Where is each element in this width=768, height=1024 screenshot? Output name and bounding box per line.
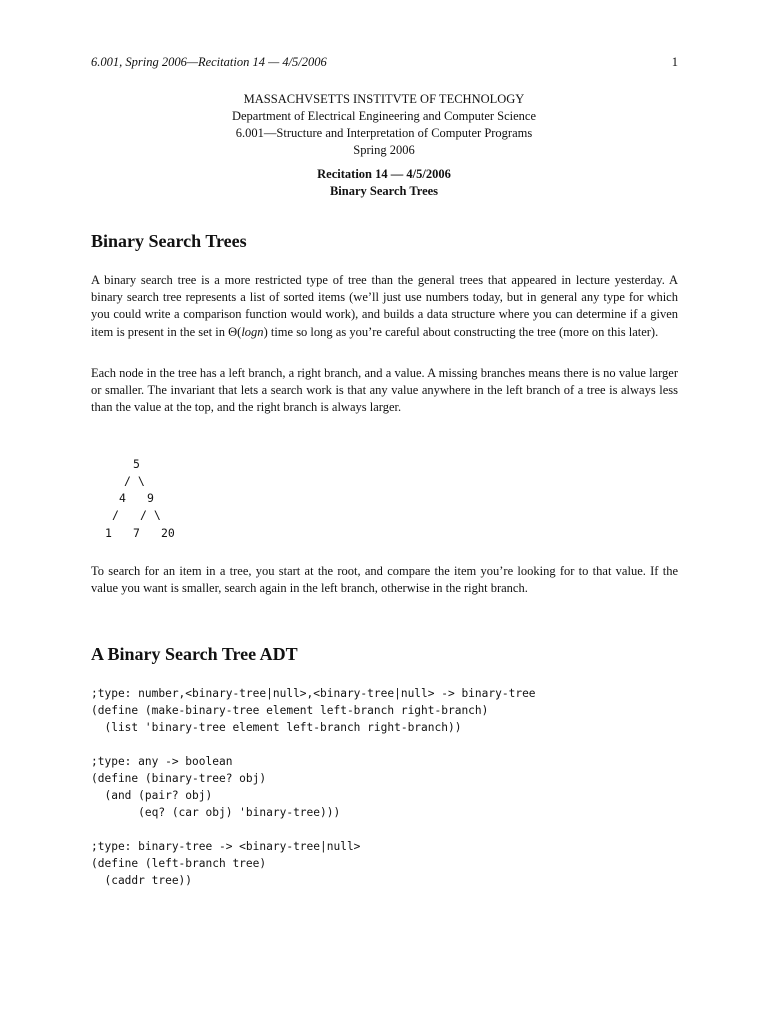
tree-leaf-1: 1 [105, 526, 112, 540]
code-binary-tree-predicate: ;type: any -> boolean (define (binary-tree? obj) (and (pair? obj) (eq? (car obj) 'binary-tree))) [91, 755, 341, 819]
tree-node-left: 4 [119, 491, 126, 505]
topic-title: Binary Search Trees [329, 184, 439, 198]
code-left-branch: ;type: binary-tree -> <binary-tree|null> (define (left-branch tree) (caddr tree)) [91, 840, 361, 887]
paragraph-intro: A binary search tree is a more restricted type of tree than the general trees that appeared in lecture yesterday. A binary search tree represents a list of sorted items (we’ll just use numbers today, but in general any type for which you could write a comparison function would work), and builds a data structure where you can determine if a given item is present in the set in Θ(logn) time so long as you’re careful about constructing the tree (more on this later). [91, 273, 678, 339]
recitation-title: Recitation 14 — 4/5/2006 [317, 167, 451, 181]
logn-math: logn [241, 324, 264, 339]
term: Spring 2006 [353, 143, 415, 157]
section-heading-binary-search-trees: Binary Search Trees [91, 231, 247, 251]
code-make-binary-tree: ;type: number,<binary-tree|null>,<binary-tree|null> -> binary-tree (define (make-binary-tree element left-branch right-branch) (list 'binary-tree element left-branch right-branch)) [91, 687, 536, 734]
tree-leaf-20: 20 [161, 526, 175, 540]
section-heading-bst-adt: A Binary Search Tree ADT [91, 644, 298, 664]
paragraph-search: To search for an item in a tree, you start at the root, and compare the item you’re looking for to that value. If the value you want is smaller, search again in the left branch, otherwise in the right branch. [91, 564, 678, 596]
tree-left-edge: / [112, 508, 119, 522]
paragraph-node-structure: Each node in the tree has a left branch, a right branch, and a value. A missing branches means there is no value larger or smaller. The invariant that lets a search work is that any value anywhere in the left branch of a tree is always less than the value at the top, and the right branch is always larger. [91, 366, 678, 415]
page-number: 1 [671, 55, 678, 69]
institution-name: MASSACHVSETTS INSTITVTE OF TECHNOLOGY [243, 92, 525, 106]
course-name: 6.001—Structure and Interpretation of Computer Programs [235, 126, 533, 140]
tree-node-right: 9 [147, 491, 154, 505]
tree-leaf-7: 7 [133, 526, 140, 540]
title-block [0, 91, 768, 200]
tree-diagram [91, 457, 231, 547]
department-name: Department of Electrical Engineering and Computer Science [231, 109, 537, 123]
running-title: 6.001, Spring 2006—Recitation 14 — 4/5/2006 [91, 55, 327, 69]
running-header [91, 55, 678, 70]
tree-right-edges: / \ [140, 508, 161, 522]
tree-node-root: 5 [133, 457, 140, 471]
tree-root-edges: / \ [124, 474, 145, 488]
